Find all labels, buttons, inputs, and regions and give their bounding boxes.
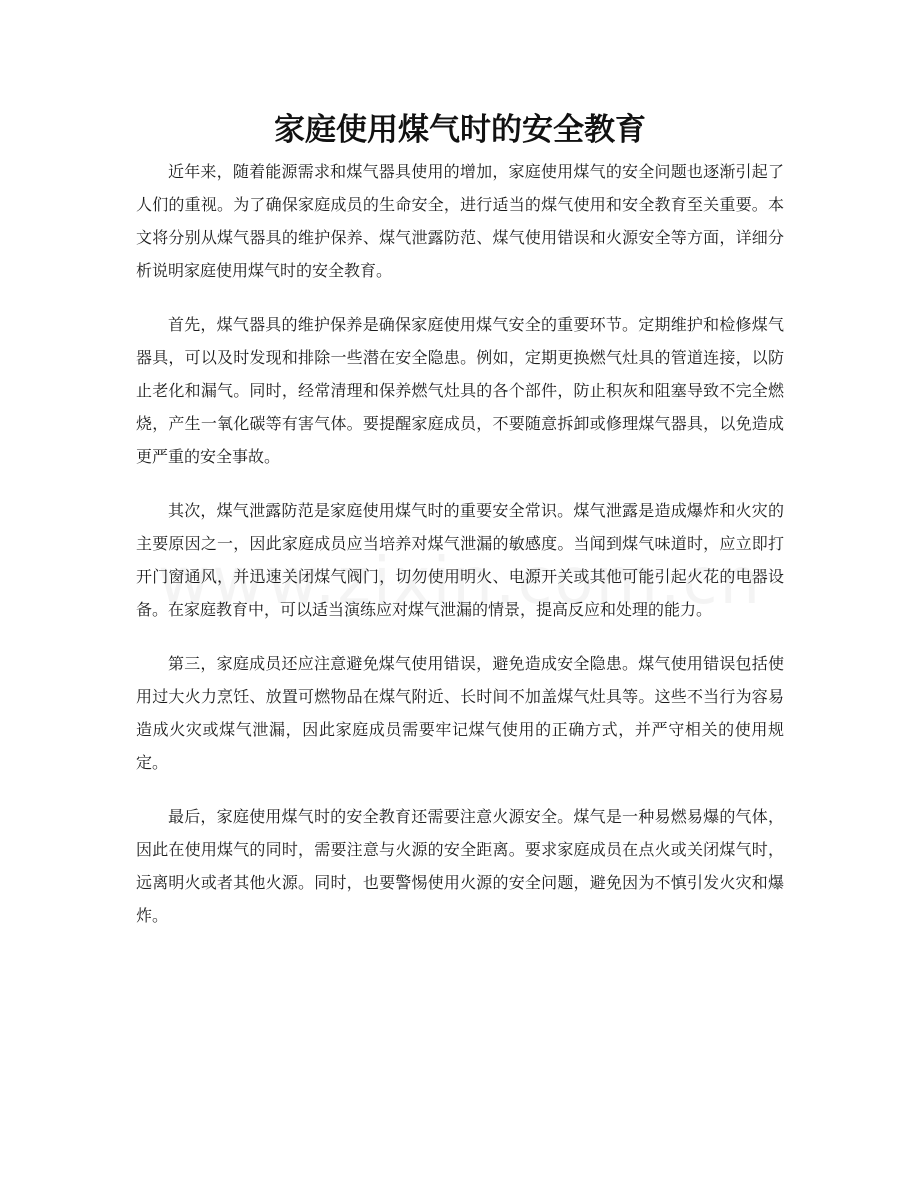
paragraph-maintenance: 首先，煤气器具的维护保养是确保家庭使用煤气安全的重要环节。定期维护和检修煤气器具，可以及时发现和排除一些潜在安全隐患。例如，定期更换燃气灶具的管道连接，以防止老化和漏气。同时，经常清理和保养燃气灶具的各个部件，防止积灰和阻塞导致不完全燃烧，产生一氧化碳等有害气体。要提醒家庭成员，不要随意拆卸或修理煤气器具，以免造成更严重的安全事故。 (136, 315, 784, 466)
paragraph-intro: 近年来，随着能源需求和煤气器具使用的增加，家庭使用煤气的安全问题也逐渐引起了人们的重视。为了确保家庭成员的生命安全，进行适当的煤气使用和安全教育至关重要。本文将分别从煤气器具的维护保养、煤气泄露防范、煤气使用错误和火源安全等方面，详细分析说明家庭使用煤气时的安全教育。 (136, 162, 784, 280)
paragraph-fire-safety: 最后，家庭使用煤气时的安全教育还需要注意火源安全。煤气是一种易燃易爆的气体，因此在使用煤气的同时，需要注意与火源的安全距离。要求家庭成员在点火或关闭煤气时，远离明火或者其他火源。同时，也要警惕使用火源的安全问题，避免因为不慎引发火灾和爆炸。 (136, 807, 784, 925)
document-body (136, 155, 784, 953)
paragraph-leak-prevention: 其次，煤气泄露防范是家庭使用煤气时的重要安全常识。煤气泄露是造成爆炸和火灾的主要原因之一，因此家庭成员应当培养对煤气泄漏的敏感度。当闻到煤气味道时，应立即打开门窗通风，并迅速关闭煤气阀门，切勿使用明火、电源开关或其他可能引起火花的电器设备。在家庭教育中，可以适当演练应对煤气泄漏的情景，提高反应和处理的能力。 (136, 501, 784, 619)
document-title: 家庭使用煤气时的安全教育 (274, 112, 646, 148)
paragraph-usage-errors: 第三，家庭成员还应注意避免煤气使用错误，避免造成安全隐患。煤气使用错误包括使用过大火力烹饪、放置可燃物品在煤气附近、长时间不加盖煤气灶具等。这些不当行为容易造成火灾或煤气泄漏，因此家庭成员需要牢记煤气使用的正确方式，并严守相关的使用规定。 (136, 654, 784, 772)
